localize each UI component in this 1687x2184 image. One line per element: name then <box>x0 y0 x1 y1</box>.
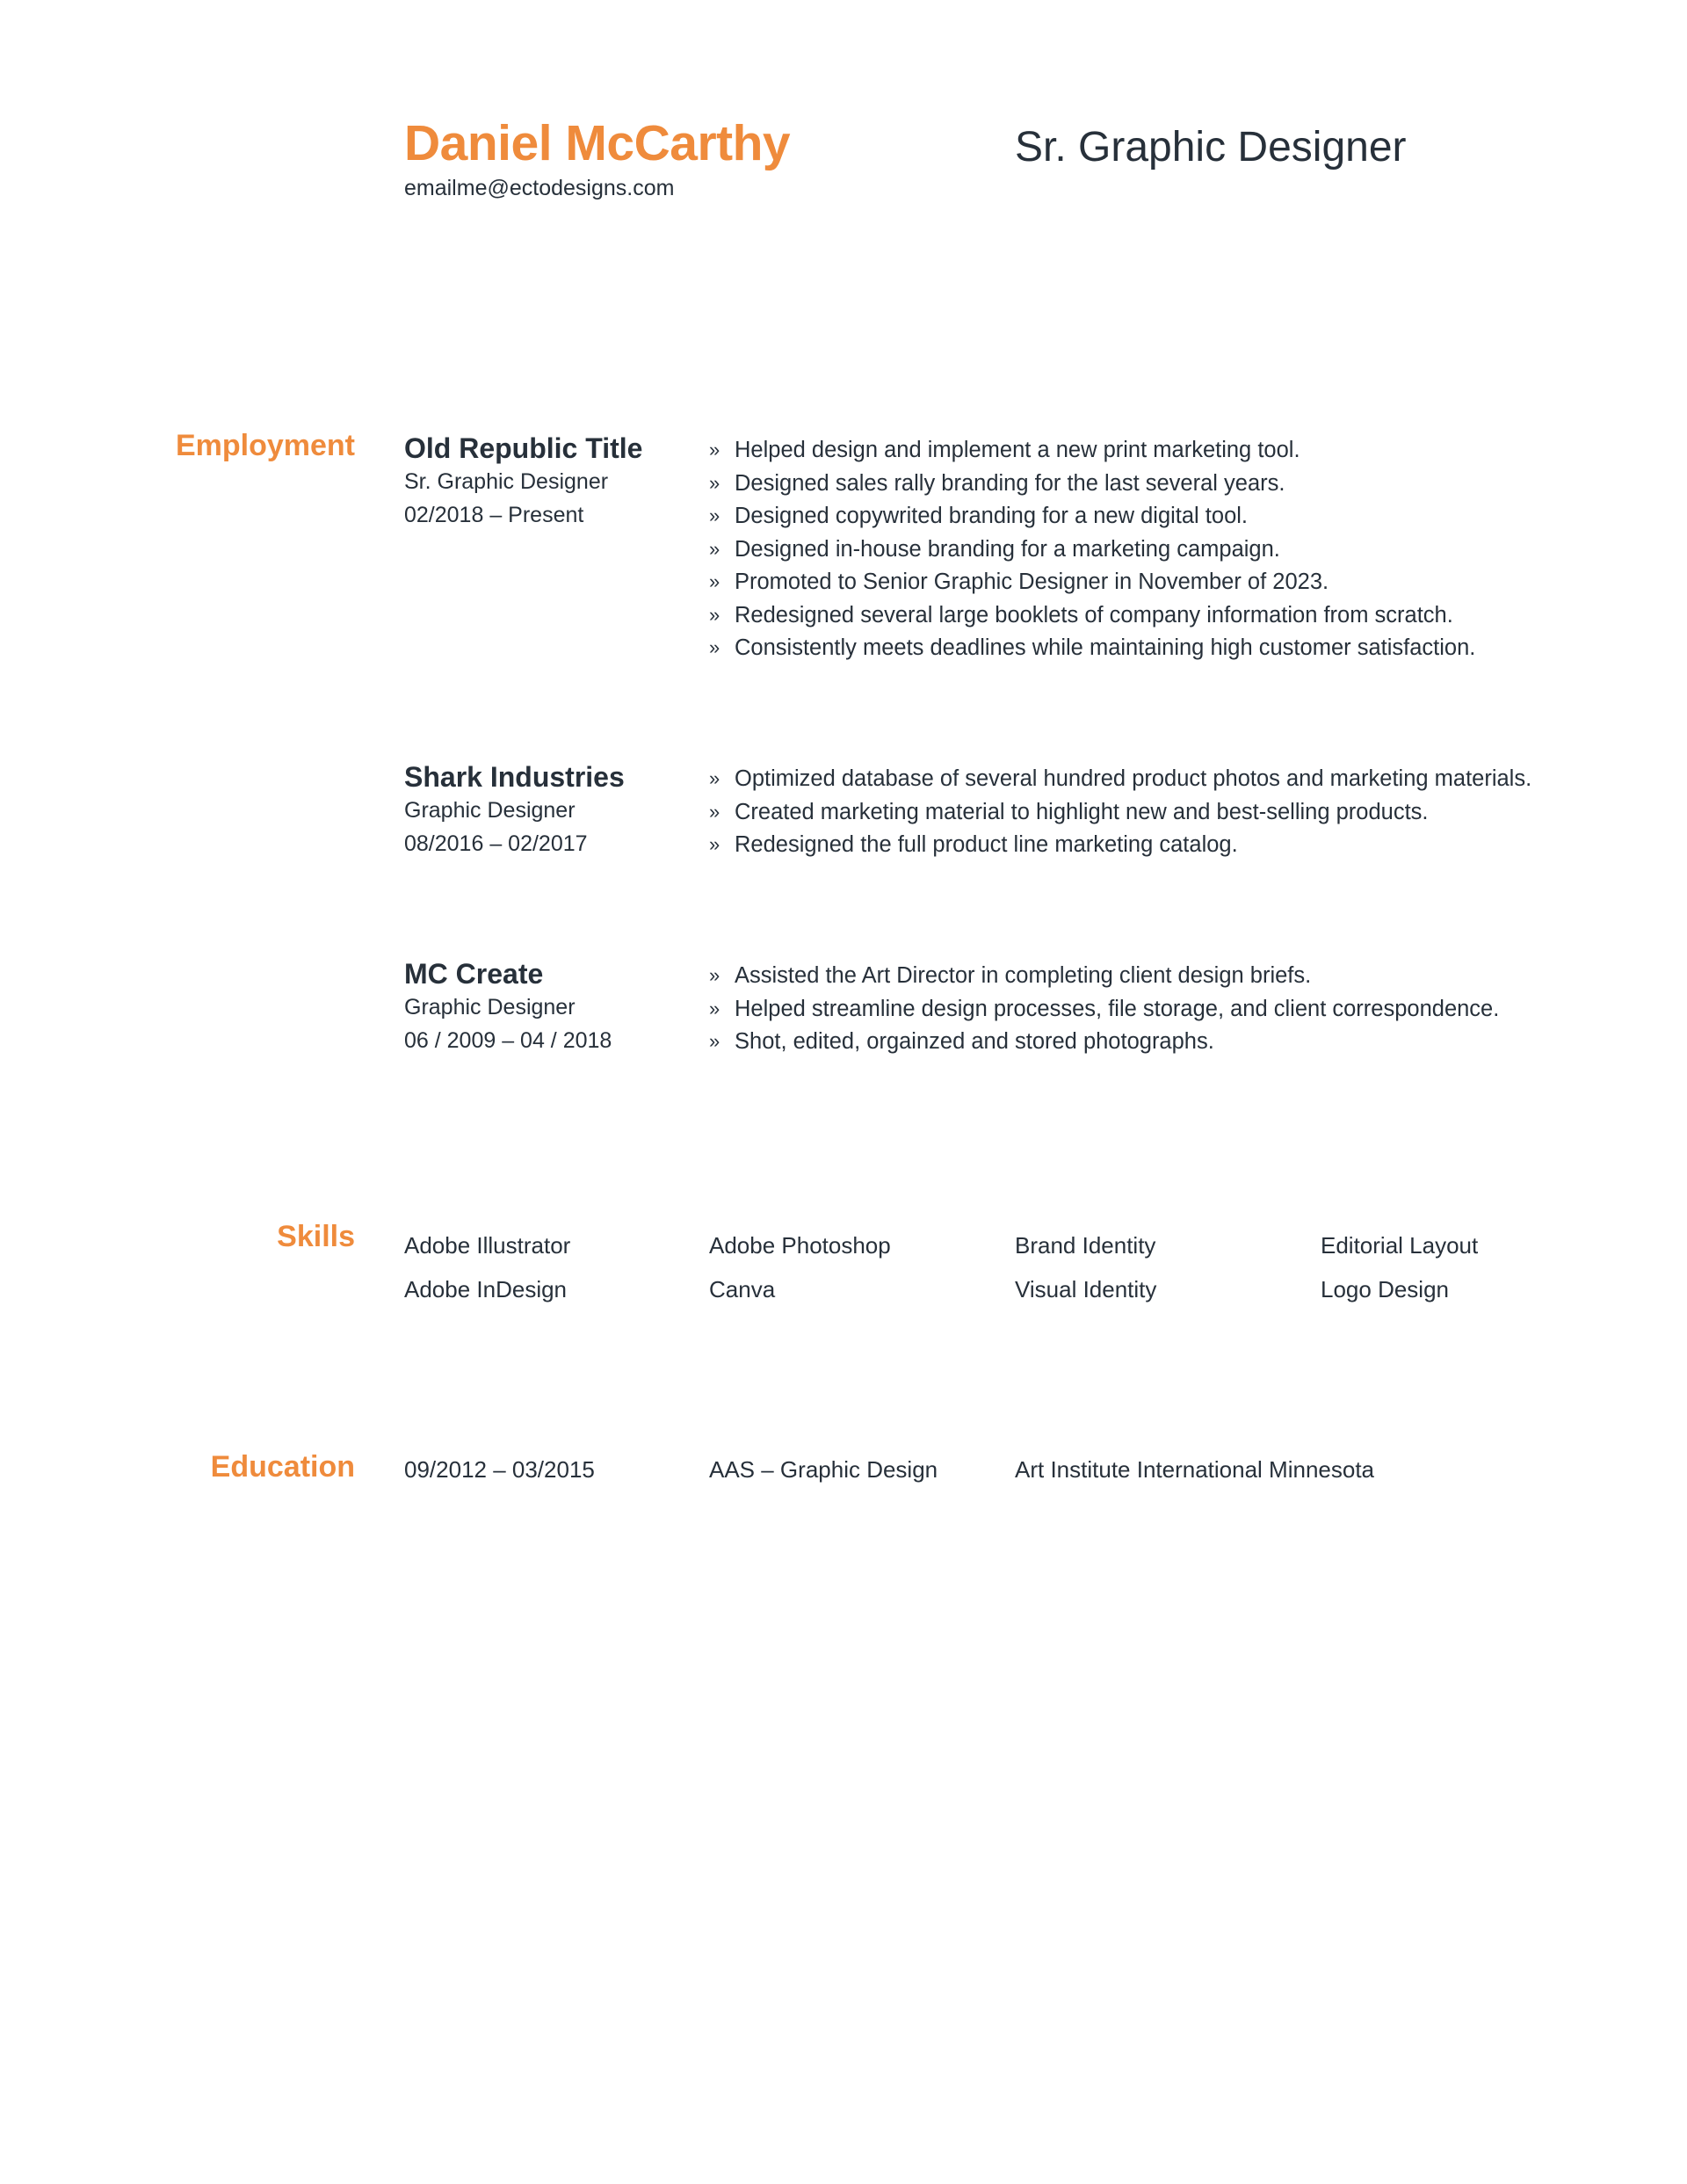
section-label-skills: Skills <box>277 1220 355 1253</box>
section-label-education: Education <box>210 1450 355 1484</box>
email-address: emailme@ectodesigns.com <box>404 176 675 200</box>
skill-item: Brand Identity <box>1015 1232 1156 1259</box>
company-name: Shark Industries <box>404 761 625 793</box>
skill-item: Adobe Photoshop <box>709 1232 891 1259</box>
bullet-item: » Consistently meets deadlines while maintaining high customer satisfaction. <box>709 632 1475 665</box>
job-dates: 06 / 2009 – 04 / 2018 <box>404 1027 612 1053</box>
education-degree: AAS – Graphic Design <box>709 1456 938 1483</box>
bullet-item: » Assisted the Art Director in completing client design briefs. <box>709 960 1499 993</box>
company-name: Old Republic Title <box>404 432 643 464</box>
bullet-item: » Redesigned several large booklets of company information from scratch. <box>709 599 1475 633</box>
bullet-glyph: » <box>709 471 720 494</box>
job-role: Graphic Designer <box>404 995 576 1019</box>
bullet-glyph: » <box>709 636 720 658</box>
skills-column <box>404 1223 703 1311</box>
job-bullets <box>709 763 1531 862</box>
education-dates: 09/2012 – 03/2015 <box>404 1456 595 1483</box>
bullet-glyph: » <box>709 964 720 986</box>
skill-item: Logo Design <box>1321 1276 1449 1302</box>
bullet-glyph: » <box>709 537 720 560</box>
bullet-item: » Designed sales rally branding for the last several years. <box>709 468 1475 501</box>
headline-job-title: Sr. Graphic Designer <box>1015 124 1407 171</box>
bullet-glyph: » <box>709 800 720 823</box>
skill-item: Canva <box>709 1276 776 1302</box>
job-meta <box>404 431 703 532</box>
bullet-item: » Designed in-house branding for a marketing campaign. <box>709 533 1475 567</box>
company-name: MC Create <box>404 958 544 990</box>
bullet-item: » Designed copywrited branding for a new digital tool. <box>709 500 1475 533</box>
bullet-glyph: » <box>709 833 720 855</box>
job-role: Sr. Graphic Designer <box>404 469 609 494</box>
bullet-item: » Redesigned the full product line marketing catalog. <box>709 829 1531 862</box>
bullet-glyph: » <box>709 439 720 461</box>
skill-item: Visual Identity <box>1015 1276 1157 1302</box>
bullet-item: » Optimized database of several hundred product photos and marketing materials. <box>709 763 1531 796</box>
bullet-item: » Helped streamline design processes, file storage, and client correspondence. <box>709 993 1499 1027</box>
bullet-item: » Created marketing material to highlight new and best-selling products. <box>709 796 1531 830</box>
skills-column <box>1015 1223 1314 1311</box>
bullet-item: » Helped design and implement a new print marketing tool. <box>709 434 1475 468</box>
skill-item: Adobe InDesign <box>404 1276 568 1302</box>
bullet-item: » Promoted to Senior Graphic Designer in November of 2023. <box>709 566 1475 599</box>
skill-item: Editorial Layout <box>1321 1232 1479 1259</box>
education-school: Art Institute International Minnesota <box>1015 1456 1375 1483</box>
skill-item: Adobe Illustrator <box>404 1232 571 1259</box>
bullet-glyph: » <box>709 767 720 789</box>
job-meta <box>404 956 703 1057</box>
bullet-glyph: » <box>709 997 720 1019</box>
candidate-name: Daniel McCarthy <box>404 115 791 171</box>
skills-column <box>1321 1223 1619 1311</box>
job-dates: 08/2016 – 02/2017 <box>404 831 588 856</box>
job-meta <box>404 759 703 860</box>
section-label-employment: Employment <box>175 429 355 462</box>
bullet-glyph: » <box>709 570 720 592</box>
skills-column <box>709 1223 1008 1311</box>
job-bullets <box>709 434 1475 665</box>
bullet-glyph: » <box>709 1030 720 1052</box>
bullet-glyph: » <box>709 603 720 626</box>
job-role: Graphic Designer <box>404 798 576 823</box>
job-dates: 02/2018 – Present <box>404 502 584 527</box>
bullet-glyph: » <box>709 504 720 526</box>
job-bullets <box>709 960 1499 1059</box>
bullet-item: » Shot, edited, orgainzed and stored photographs. <box>709 1026 1499 1059</box>
